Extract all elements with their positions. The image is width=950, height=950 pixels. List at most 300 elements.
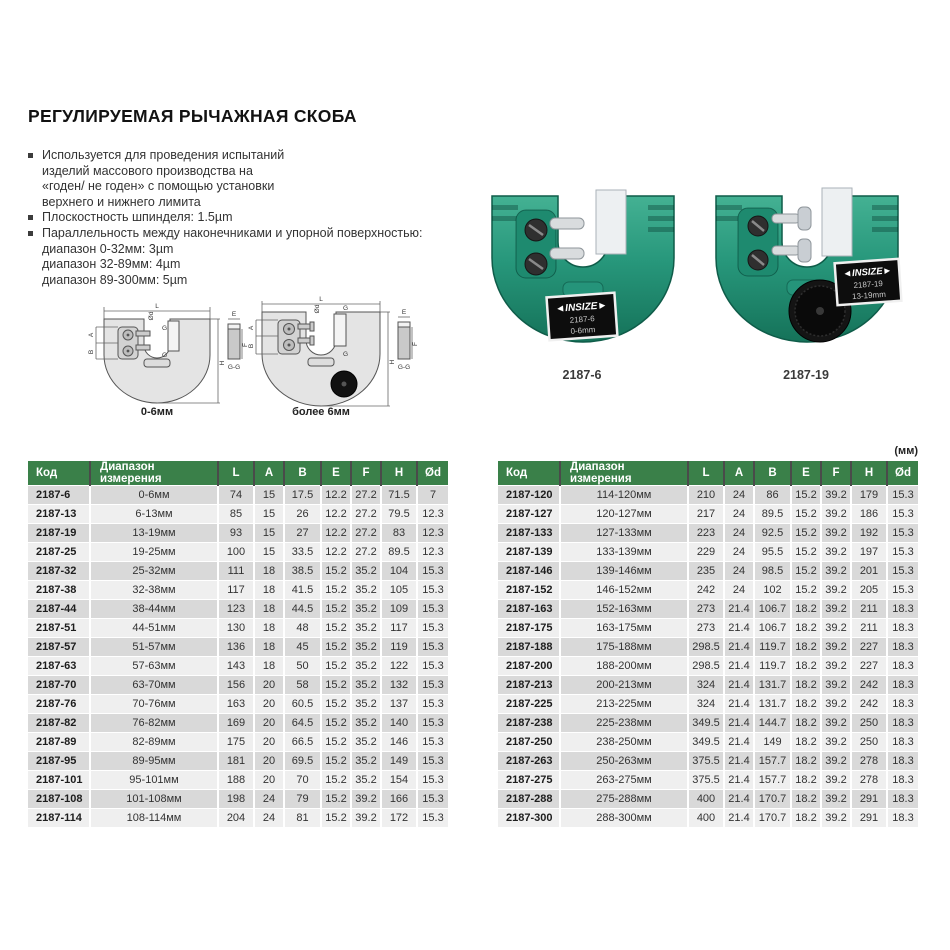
dim-label-od: Ød (314, 304, 321, 314)
cell-value: 108-114мм (90, 809, 218, 828)
cell-code: 2187-114 (28, 809, 90, 828)
cell-value: 102 (754, 581, 791, 600)
cell-value: 119.7 (754, 657, 791, 676)
table-row (498, 562, 918, 581)
column-header: A (724, 461, 754, 486)
cell-value: 18.2 (791, 809, 821, 828)
cell-value: 114-120мм (560, 486, 688, 505)
cell-value: 227 (851, 638, 887, 657)
feature-list (28, 148, 458, 288)
cell-value: 120-127мм (560, 505, 688, 524)
column-header: F (351, 461, 381, 486)
table-row (498, 714, 918, 733)
cell-code: 2187-38 (28, 581, 90, 600)
cell-value: 85 (218, 505, 254, 524)
cell-value: 18.2 (791, 733, 821, 752)
cell-value: 35.2 (351, 695, 381, 714)
cell-value: 21.4 (724, 733, 754, 752)
cell-code: 2187-188 (498, 638, 560, 657)
cell-value: 66.5 (284, 733, 321, 752)
header-row (28, 461, 448, 486)
cell-value: 146 (381, 733, 417, 752)
dim-label-H: H (389, 359, 396, 365)
table-row (28, 638, 448, 657)
cell-value: 20 (254, 733, 284, 752)
cell-value: 35.2 (351, 562, 381, 581)
table-body (498, 486, 918, 828)
label-range: 13-19mm (851, 289, 887, 302)
cell-value: 18.2 (791, 619, 821, 638)
cell-value: 18.3 (887, 809, 918, 828)
cell-value: 136 (218, 638, 254, 657)
cell-value: 39.2 (821, 619, 851, 638)
cell-value: 39.2 (351, 790, 381, 809)
cell-value: 15.3 (417, 771, 448, 790)
cell-value: 298.5 (688, 657, 724, 676)
cell-code: 2187-175 (498, 619, 560, 638)
cell-value: 15.3 (887, 524, 918, 543)
table-row (498, 771, 918, 790)
thumb-screw (772, 214, 800, 223)
cell-value: 20 (254, 695, 284, 714)
cell-value: 400 (688, 790, 724, 809)
cell-value: 119 (381, 638, 417, 657)
feature-text: диапазон 0-32мм: 3µm (42, 241, 174, 256)
cell-value: 25-32мм (90, 562, 218, 581)
cell-value: 39.2 (351, 809, 381, 828)
product-caption-2187-6: 2187-6 (562, 368, 602, 382)
cell-value: 18.3 (887, 733, 918, 752)
cell-value: 93 (218, 524, 254, 543)
cell-value: 27 (284, 524, 321, 543)
cell-value: 21.4 (724, 695, 754, 714)
cell-value: 18.3 (887, 771, 918, 790)
cell-value: 200-213мм (560, 676, 688, 695)
table-row (28, 581, 448, 600)
cell-value: 15 (254, 505, 284, 524)
cell-code: 2187-163 (498, 600, 560, 619)
brand-logo-text: ◄INSIZE► (842, 265, 893, 280)
cell-value: 18 (254, 581, 284, 600)
cell-value: 20 (254, 771, 284, 790)
feature-line (28, 210, 458, 226)
cell-value: 101-108мм (90, 790, 218, 809)
measuring-pin (550, 248, 584, 259)
cell-value: 69.5 (284, 752, 321, 771)
cell-code: 2187-146 (498, 562, 560, 581)
dim-label-B: B (248, 343, 255, 349)
table-row (28, 695, 448, 714)
cell-value: 15.2 (791, 505, 821, 524)
cell-value: 17.5 (284, 486, 321, 505)
cell-value: 12.2 (321, 486, 351, 505)
cell-value: 21.4 (724, 600, 754, 619)
cell-value: 21.4 (724, 771, 754, 790)
bullet-square-icon (28, 153, 33, 158)
cell-value: 15.2 (321, 695, 351, 714)
cell-value: 130 (218, 619, 254, 638)
cell-value: 123 (218, 600, 254, 619)
cell-value: 18.2 (791, 695, 821, 714)
cell-value: 15.2 (321, 657, 351, 676)
cell-value: 18 (254, 562, 284, 581)
diagram-caption-large: более 6мм (292, 406, 350, 418)
cell-value: 18 (254, 657, 284, 676)
column-header: E (321, 461, 351, 486)
dim-label-G: G (162, 352, 168, 359)
cell-code: 2187-82 (28, 714, 90, 733)
cell-value: 44-51мм (90, 619, 218, 638)
table-head (28, 461, 448, 486)
cell-value: 15.3 (417, 657, 448, 676)
cell-value: 15.2 (321, 600, 351, 619)
cell-value: 15 (254, 543, 284, 562)
column-header: Ød (887, 461, 918, 486)
cell-value: 60.5 (284, 695, 321, 714)
column-header: Диапазон измерения (560, 461, 688, 486)
cell-value: 20 (254, 752, 284, 771)
cell-value: 35.2 (351, 771, 381, 790)
cell-value: 24 (724, 524, 754, 543)
table-row (28, 752, 448, 771)
cell-value: 24 (724, 543, 754, 562)
cell-value: 291 (851, 790, 887, 809)
cell-value: 12.3 (417, 543, 448, 562)
cell-value: 74 (218, 486, 254, 505)
cell-value: 18.2 (791, 714, 821, 733)
cell-value: 104 (381, 562, 417, 581)
spec-table-large-ranges (498, 461, 918, 828)
feature-text: Используется для проведения испытаний (42, 148, 285, 162)
cell-value: 324 (688, 695, 724, 714)
cell-value: 35.2 (351, 638, 381, 657)
cell-value: 21.4 (724, 657, 754, 676)
cell-value: 375.5 (688, 752, 724, 771)
cell-value: 149 (381, 752, 417, 771)
cell-code: 2187-57 (28, 638, 90, 657)
cell-value: 48 (284, 619, 321, 638)
thumb-screw (772, 246, 800, 255)
cell-value: 15.2 (321, 752, 351, 771)
cell-value: 39.2 (821, 543, 851, 562)
cell-value: 211 (851, 600, 887, 619)
cell-value: 39.2 (821, 657, 851, 676)
table-row (28, 505, 448, 524)
column-header: Ød (417, 461, 448, 486)
cell-value: 175 (218, 733, 254, 752)
cell-value: 157.7 (754, 752, 791, 771)
cell-value: 39.2 (821, 733, 851, 752)
cell-value: 18.3 (887, 600, 918, 619)
cell-value: 41.5 (284, 581, 321, 600)
dim-label-B: B (88, 349, 95, 355)
cell-value: 198 (218, 790, 254, 809)
feature-text: диапазон 32-89мм: 4µm (42, 257, 181, 272)
insize-label (835, 259, 902, 305)
cell-value: 127-133мм (560, 524, 688, 543)
table-row (28, 809, 448, 828)
cell-value: 375.5 (688, 771, 724, 790)
dim-label-GG: G-G (397, 364, 411, 371)
cell-value: 15.3 (887, 581, 918, 600)
cell-code: 2187-95 (28, 752, 90, 771)
cell-value: 15.2 (321, 790, 351, 809)
cell-value: 137 (381, 695, 417, 714)
cell-value: 117 (381, 619, 417, 638)
cell-code: 2187-89 (28, 733, 90, 752)
cell-value: 63-70мм (90, 676, 218, 695)
bullet-square-icon (28, 215, 33, 220)
cell-value: 169 (218, 714, 254, 733)
cell-value: 33.5 (284, 543, 321, 562)
cell-value: 51-57мм (90, 638, 218, 657)
anvil-block (596, 190, 626, 254)
table-row (498, 600, 918, 619)
cell-value: 18 (254, 619, 284, 638)
table-row (498, 505, 918, 524)
label-code: 2187-6 (569, 314, 595, 325)
cell-value: 12.2 (321, 505, 351, 524)
cell-value: 35.2 (351, 600, 381, 619)
column-header: H (851, 461, 887, 486)
cell-value: 324 (688, 676, 724, 695)
cell-value: 105 (381, 581, 417, 600)
feature-line (28, 164, 458, 180)
column-header: L (218, 461, 254, 486)
cell-value: 35.2 (351, 676, 381, 695)
cell-value: 273 (688, 619, 724, 638)
cell-code: 2187-13 (28, 505, 90, 524)
cell-value: 15.2 (321, 771, 351, 790)
feature-line (28, 242, 458, 258)
cell-value: 0-6мм (90, 486, 218, 505)
cell-value: 15.3 (887, 486, 918, 505)
cell-code: 2187-139 (498, 543, 560, 562)
cell-value: 39.2 (821, 562, 851, 581)
dim-label-F: F (242, 343, 249, 347)
cell-value: 21.4 (724, 752, 754, 771)
column-header: Код (498, 461, 560, 486)
cell-value: 18.3 (887, 790, 918, 809)
column-header: B (284, 461, 321, 486)
cell-value: 15.3 (417, 581, 448, 600)
cell-value: 15.3 (417, 695, 448, 714)
table-row (28, 619, 448, 638)
technical-diagram-large-range (246, 292, 424, 414)
cell-code: 2187-225 (498, 695, 560, 714)
cell-value: 20 (254, 676, 284, 695)
cell-value: 24 (254, 809, 284, 828)
cell-code: 2187-76 (28, 695, 90, 714)
cell-value: 211 (851, 619, 887, 638)
feature-text: изделий массового производства на (42, 163, 253, 178)
cell-value: 250 (851, 714, 887, 733)
cell-value: 122 (381, 657, 417, 676)
cell-value: 15.2 (321, 638, 351, 657)
table-row (28, 676, 448, 695)
cell-value: 76-82мм (90, 714, 218, 733)
cell-value: 197 (851, 543, 887, 562)
table-row (498, 752, 918, 771)
cell-value: 154 (381, 771, 417, 790)
column-header: F (821, 461, 851, 486)
cell-value: 131.7 (754, 695, 791, 714)
column-header: A (254, 461, 284, 486)
cell-value: 79 (284, 790, 321, 809)
cell-value: 242 (851, 695, 887, 714)
cell-value: 18.3 (887, 676, 918, 695)
table-head (498, 461, 918, 486)
cell-value: 18.2 (791, 638, 821, 657)
column-header: L (688, 461, 724, 486)
cell-value: 89.5 (381, 543, 417, 562)
cell-value: 39.2 (821, 809, 851, 828)
cell-value: 166 (381, 790, 417, 809)
feature-line (28, 148, 458, 164)
cell-value: 70-76мм (90, 695, 218, 714)
cell-value: 18.3 (887, 714, 918, 733)
cell-value: 100 (218, 543, 254, 562)
cell-value: 7 (417, 486, 448, 505)
cell-value: 133-139мм (560, 543, 688, 562)
cell-code: 2187-51 (28, 619, 90, 638)
cell-value: 349.5 (688, 714, 724, 733)
cell-value: 15.3 (417, 790, 448, 809)
feature-line (28, 226, 458, 242)
column-header: Код (28, 461, 90, 486)
cell-value: 175-188мм (560, 638, 688, 657)
cell-value: 26 (284, 505, 321, 524)
cell-value: 111 (218, 562, 254, 581)
cell-value: 275-288мм (560, 790, 688, 809)
cell-value: 139-146мм (560, 562, 688, 581)
cell-value: 39.2 (821, 638, 851, 657)
cell-code: 2187-275 (498, 771, 560, 790)
cell-value: 15.3 (887, 543, 918, 562)
table-row (28, 733, 448, 752)
cell-value: 278 (851, 752, 887, 771)
cell-value: 92.5 (754, 524, 791, 543)
cell-value: 79.5 (381, 505, 417, 524)
cell-value: 45 (284, 638, 321, 657)
cell-value: 64.5 (284, 714, 321, 733)
dim-label-A: A (248, 325, 255, 331)
cell-value: 15 (254, 524, 284, 543)
column-header: E (791, 461, 821, 486)
table-row (498, 790, 918, 809)
cell-value: 15.3 (417, 809, 448, 828)
cell-value: 95.5 (754, 543, 791, 562)
cell-code: 2187-127 (498, 505, 560, 524)
cell-value: 15.3 (417, 562, 448, 581)
cell-value: 21.4 (724, 638, 754, 657)
cell-value: 20 (254, 714, 284, 733)
feature-text: «годен/ не годен» с помощью установки (42, 179, 275, 194)
cell-value: 18.2 (791, 676, 821, 695)
cell-value: 27.2 (351, 505, 381, 524)
table-row (498, 809, 918, 828)
product-caption-2187-19: 2187-19 (783, 368, 829, 382)
measuring-pin (550, 218, 584, 229)
cell-value: 18.3 (887, 752, 918, 771)
cell-value: 15.3 (417, 619, 448, 638)
cell-code: 2187-238 (498, 714, 560, 733)
table-row (28, 714, 448, 733)
feature-text: верхнего и нижнего лимита (42, 194, 201, 209)
cell-value: 15.2 (791, 581, 821, 600)
cell-value: 179 (851, 486, 887, 505)
cell-value: 12.2 (321, 524, 351, 543)
feature-text: Плоскостность шпинделя: 1.5µm (42, 210, 233, 225)
cell-value: 349.5 (688, 733, 724, 752)
cell-value: 18.3 (887, 695, 918, 714)
cell-value: 82-89мм (90, 733, 218, 752)
cell-value: 89-95мм (90, 752, 218, 771)
dim-label-G: G (343, 351, 349, 358)
table-row (28, 790, 448, 809)
dim-label-H: H (219, 360, 226, 366)
cell-value: 131.7 (754, 676, 791, 695)
product-photo-2187-19 (702, 158, 910, 358)
cell-value: 15.2 (791, 486, 821, 505)
dim-label-L: L (155, 303, 159, 310)
cell-value: 24 (724, 581, 754, 600)
cell-value: 146-152мм (560, 581, 688, 600)
cell-value: 163-175мм (560, 619, 688, 638)
cell-value: 18.2 (791, 790, 821, 809)
dim-label-A: A (88, 332, 95, 338)
cell-value: 201 (851, 562, 887, 581)
cell-value: 172 (381, 809, 417, 828)
cell-value: 18.2 (791, 752, 821, 771)
dim-label-od: Ød (148, 311, 155, 321)
page-title: РЕГУЛИРУЕМАЯ РЫЧАЖНАЯ СКОБА (28, 106, 357, 126)
table-row (28, 600, 448, 619)
column-header: H (381, 461, 417, 486)
cell-value: 15.2 (321, 733, 351, 752)
cell-value: 273 (688, 600, 724, 619)
cell-value: 81 (284, 809, 321, 828)
cell-value: 18.2 (791, 600, 821, 619)
cell-value: 35.2 (351, 657, 381, 676)
cell-value: 229 (688, 543, 724, 562)
diagram-caption-small: 0-6мм (140, 406, 174, 418)
cell-value: 278 (851, 771, 887, 790)
cell-code: 2187-19 (28, 524, 90, 543)
cell-value: 156 (218, 676, 254, 695)
cell-value: 70 (284, 771, 321, 790)
cell-code: 2187-300 (498, 809, 560, 828)
cell-value: 35.2 (351, 581, 381, 600)
cell-value: 204 (218, 809, 254, 828)
product-photo-2187-6 (478, 158, 686, 358)
insize-label (547, 293, 618, 341)
table-row (28, 562, 448, 581)
cell-code: 2187-120 (498, 486, 560, 505)
cell-value: 6-13мм (90, 505, 218, 524)
cell-value: 39.2 (821, 771, 851, 790)
cell-code: 2187-101 (28, 771, 90, 790)
feature-line (28, 195, 458, 211)
cell-value: 21.4 (724, 714, 754, 733)
cell-code: 2187-263 (498, 752, 560, 771)
cell-value: 35.2 (351, 752, 381, 771)
anvil-block (822, 188, 852, 256)
cell-value: 18.2 (791, 771, 821, 790)
cell-value: 18.2 (791, 657, 821, 676)
cell-value: 238-250мм (560, 733, 688, 752)
cell-value: 15.2 (321, 714, 351, 733)
